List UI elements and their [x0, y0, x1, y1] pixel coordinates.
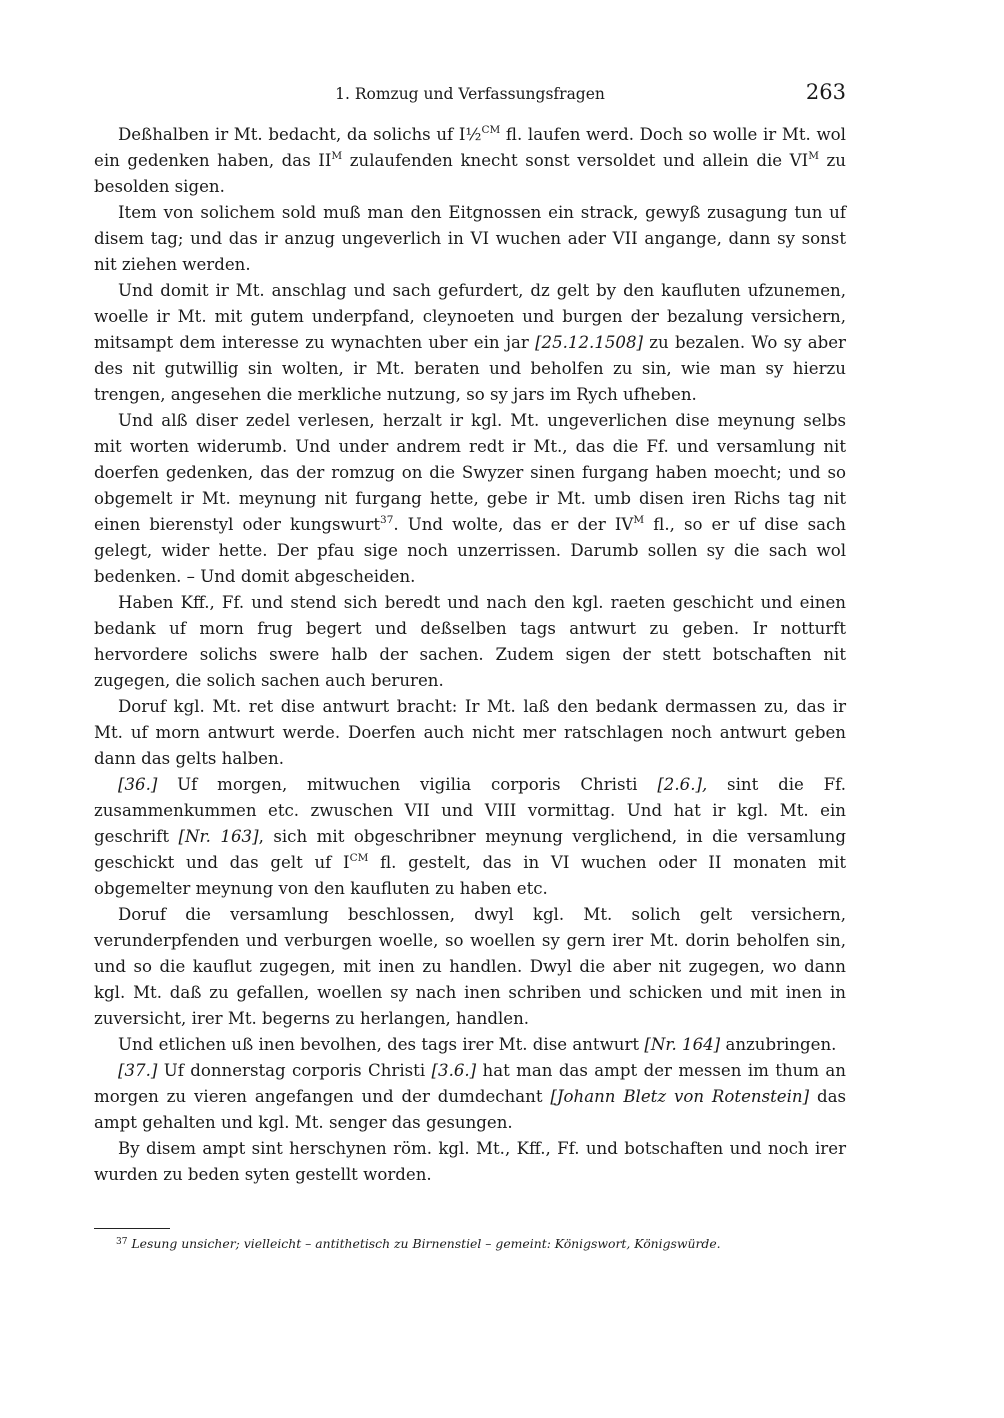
superscript: CM — [481, 124, 501, 136]
text-run: fl. gestelt, das in VI wuchen oder II monaten mit obgemelter meynung von den kaufluten zu haben etc. — [94, 853, 846, 898]
text-run: . Und wolte, das er der IV — [393, 515, 634, 534]
italic-text: [Johann Bletz von Rotenstein] — [550, 1087, 810, 1106]
text-run: sint die Ff. zusammenkummen etc. zwuschen VII und VIII vormittag. Und hat ir kgl. Mt. ein geschrift — [94, 775, 847, 846]
paragraph — [94, 1136, 846, 1188]
body-text — [94, 122, 846, 1188]
footnote-rule — [94, 1228, 170, 1229]
running-head — [94, 80, 846, 106]
italic-text: [36.] — [118, 775, 158, 794]
paragraph — [94, 1032, 846, 1058]
text-run: anzubringen. — [720, 1035, 837, 1054]
superscript: M — [808, 150, 819, 162]
paragraph — [94, 772, 846, 902]
text-run: Item von solichem sold muß man den Eitgnossen ein strack, gewyß zusagung tun uf disem tag; und das ir anzug ungeverlich in VI wuchen ader VII angange, dann sy sonst nit ziehen werden. — [94, 203, 846, 274]
paragraph — [94, 122, 846, 200]
text-run: fl. laufen werd. Doch so wolle ir Mt. wol ein gedenken haben, das II — [94, 125, 846, 170]
text-run: das ampt gehalten und kgl. Mt. senger das gesungen. — [94, 1087, 847, 1132]
text-run: Haben Kff., Ff. und stend sich beredt und nach den kgl. raeten geschicht und einen bedank uf morn frug begert und deßselben tags antwurt zu geben. Ir notturft hervordere solichs swere halb der sachen. Zudem sigen der stett botschaften nit zugegen, die solich sachen auch beruren. — [94, 593, 846, 690]
page-number: 263 — [805, 80, 846, 104]
paragraph — [94, 200, 846, 278]
italic-text: [37.] — [118, 1061, 158, 1080]
italic-text: [25.12.1508] — [535, 333, 644, 352]
superscript: M — [331, 150, 343, 162]
paragraph — [94, 590, 846, 694]
superscript: M — [633, 514, 645, 526]
paragraph — [94, 278, 846, 408]
text-run: fl., so er uf dise sach gelegt, wider hette. Der pfau sige noch unzerrissen. Darumb sollen sy die sach wol bedenken. – Und domit abgescheiden. — [94, 515, 846, 586]
footnote-text: Lesung unsicher; vielleicht – antithetisch zu Birnenstiel – gemeint: Königswort, Königswürde. — [131, 1236, 721, 1251]
text-run: Deßhalben ir Mt. bedacht, da solichs uf I½ — [118, 125, 482, 144]
italic-text: [3.6.] — [431, 1061, 477, 1080]
footnote-number: 37 — [116, 1237, 128, 1247]
text-run: Und domit ir Mt. anschlag und sach gefurdert, dz gelt by den kaufluten ufzunemen, woelle ir Mt. mit gutem underpfand, cleynoeten und burgen der bezalung versichern, mitsampt dem interesse zu wynachten uber ein jar — [94, 281, 846, 352]
italic-text: [Nr. 163] — [178, 827, 259, 846]
paragraph — [94, 694, 846, 772]
paragraph — [94, 408, 846, 590]
text-run: Und etlichen uß inen bevolhen, des tags irer Mt. dise antwurt — [118, 1035, 645, 1054]
paragraph — [94, 1058, 846, 1136]
text-run: zulaufenden knecht sonst versoldet und allein die VI — [342, 151, 809, 170]
text-run: , sich mit obgeschribner meynung verglichend, in die versamlung geschickt und das gelt uf I — [94, 827, 846, 872]
text-run: zu bezalen. Wo sy aber des nit gutwillig sin wolten, ir Mt. beraten und beholfen zu sin, wie man sy hierzu trengen, angesehen die merkliche nutzung, so sy jars im Rych ufheben. — [94, 333, 846, 404]
italic-text: [2.6.], — [657, 775, 708, 794]
italic-text: [Nr. 164] — [644, 1035, 721, 1054]
text-run: Doruf kgl. Mt. ret dise antwurt bracht: Ir Mt. laß den bedank dermassen zu, das ir Mt. uf morn antwurt werde. Doerfen auch nicht mer ratschlagen noch antwurt geben dann das gelts halben. — [94, 697, 846, 768]
text-run: Doruf die versamlung beschlossen, dwyl kgl. Mt. solich gelt versichern, verunderpfenden und verburgen woelle, so woellen sy gern irer Mt. dorin beholfen sin, und so die kauflut zugegen, mit inen zu handlen. Dwyl die aber nit zugegen, wo dann kgl. Mt. daß zu gefallen, woellen sy nach inen schriben und schicken und mit inen in zuversicht, irer Mt. begerns zu herlangen, handlen. — [94, 905, 846, 1028]
running-title: 1. Romzug und Verfassungsfragen — [335, 85, 605, 103]
text-run: Und alß diser zedel verlesen, herzalt ir kgl. Mt. ungeverlichen dise meynung selbs mit worten widerumb. Und under andrem redt ir Mt., das die Ff. und versamlung nit doerfen gedenken, das der romzug on die Swyzer sinen furgang haben moecht; und so obgemelt ir Mt. meynung nit furgang hette, gebe ir Mt. umb disen iren Richs tag nit einen bierenstyl oder kungswurt — [94, 411, 846, 534]
text-run: zu besolden sigen. — [94, 151, 846, 196]
text-run: hat man das ampt der messen im thum an morgen zu vieren angefangen und der dumdechant — [94, 1061, 846, 1106]
text-run: Uf morgen, mitwuchen vigilia corporis Christi — [157, 775, 658, 794]
superscript: 37 — [380, 514, 394, 526]
superscript: CM — [349, 852, 369, 864]
text-run: Uf donnerstag corporis Christi — [157, 1061, 432, 1080]
footnote — [116, 1235, 836, 1255]
paragraph — [94, 902, 846, 1032]
text-run: By disem ampt sint herschynen röm. kgl. Mt., Kff., Ff. und botschaften und noch irer wurden zu beden syten gestellt worden. — [94, 1139, 846, 1184]
